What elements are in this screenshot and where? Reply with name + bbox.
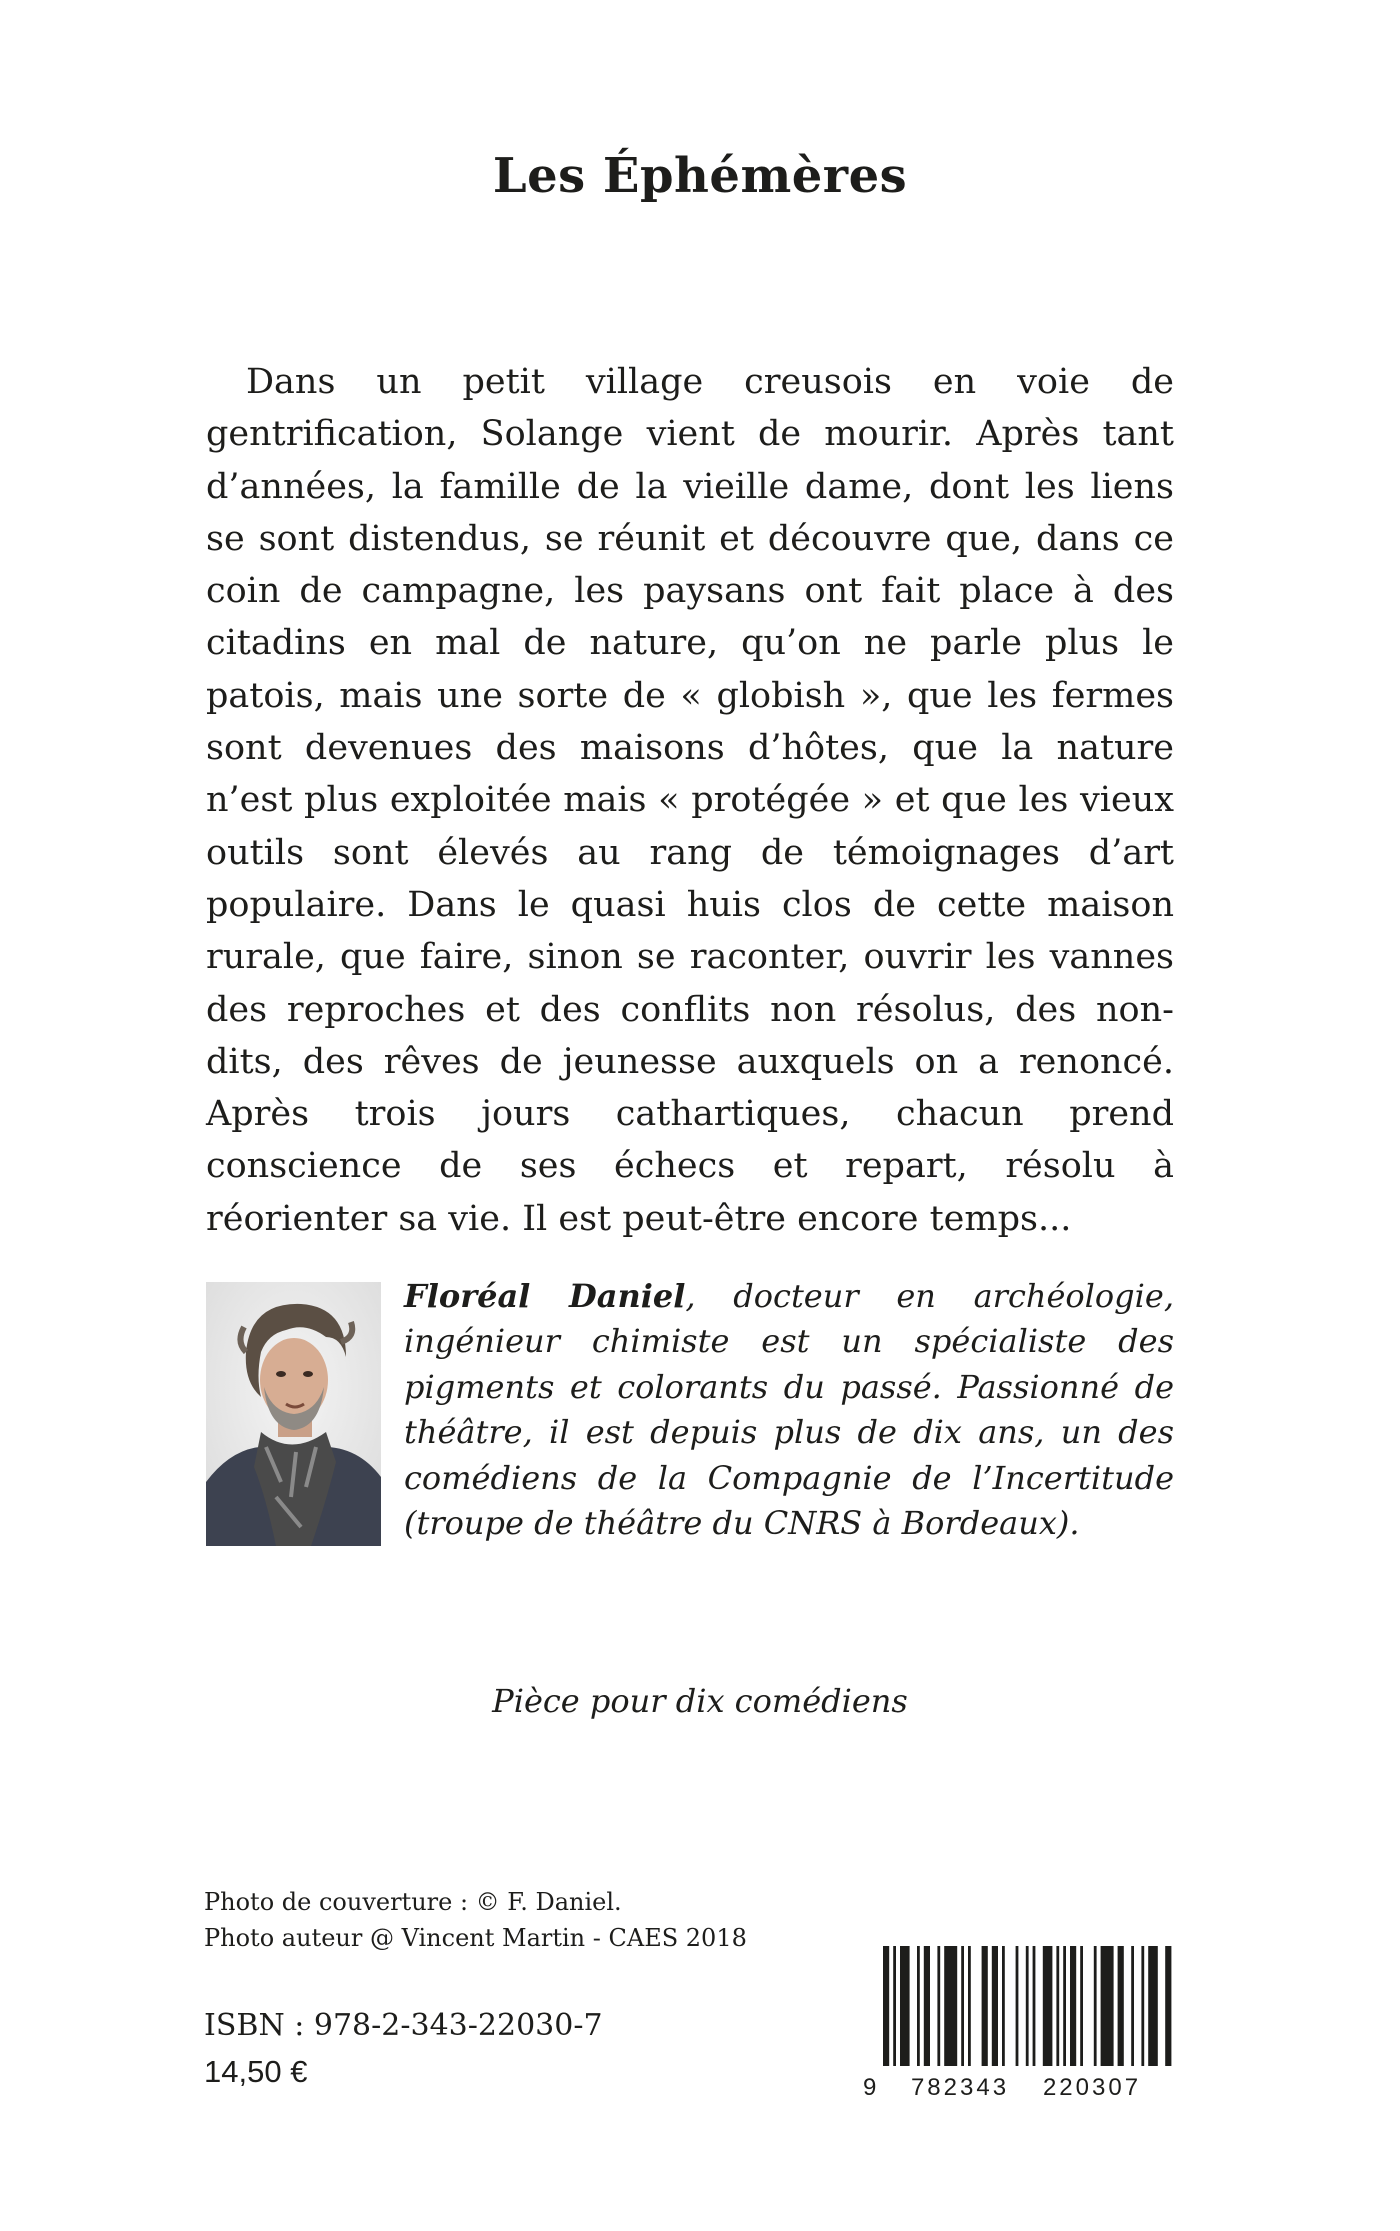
author-bio-text: , docteur en archéologie, ingénieur chimiste est un spécialiste des pigments et colorants du passé. Passionné de théâtre, il est depuis plus de dix ans, un des comédiens de la Compagnie de l’Incertitude (troupe de théâtre du CNRS à Bordeaux). xyxy=(404,1277,1174,1543)
barcode-lead-digit: 9 xyxy=(863,2074,877,2100)
barcode-bar xyxy=(900,1946,910,2066)
barcode-bar xyxy=(1043,1946,1053,2066)
barcode-right-digits: 220307 xyxy=(1042,2074,1142,2100)
barcode-bar xyxy=(1148,1946,1158,2066)
genre-line: Pièce pour dix comédiens xyxy=(492,1682,908,1720)
barcode-bar xyxy=(1056,1946,1059,2066)
barcode-bar xyxy=(1026,1946,1029,2066)
book-title: Les Éphémères xyxy=(492,148,908,204)
barcode-bar xyxy=(893,1946,896,2066)
barcode-bar xyxy=(1016,1946,1019,2066)
price: 14,50 € xyxy=(204,2054,308,2089)
barcode-bar xyxy=(1165,1946,1171,2066)
barcode-bar xyxy=(883,1946,889,2066)
barcode-bar xyxy=(944,1946,957,2066)
synopsis-paragraph: Dans un petit village creusois en voie de gentrification, Solange vient de mourir. Après tant d’années, la famille de la vieille dame, dont les liens se sont distendus, se réunit et découvre que, dans ce coin de campagne, les paysans ont fait place à des citadins en mal de nature, qu’on ne parle plus le patois, mais une sorte de « globish », que les fermes sont devenues des maisons d’hôtes, que la nature n’est plus exploitée mais « protégée » et que les vieux outils sont élevés au rang de témoignages d’art populaire. Dans le quasi huis clos de cette maison rurale, que faire, sinon se raconter, ouvrir les vannes des reproches et des conflits non résolus, des non-dits, des rêves de jeunesse auxquels on a renoncé. Après trois jours cathartiques, chacun prend conscience de ses échecs et repart, résolu à réorienter sa vie. Il est peut-être encore temps... xyxy=(206,362,1174,1239)
barcode-bar xyxy=(1094,1946,1097,2066)
barcode-bar xyxy=(968,1946,971,2066)
barcode-bar xyxy=(1141,1946,1144,2066)
barcode-bar xyxy=(1002,1946,1005,2066)
isbn: ISBN : 978-2-343-22030-7 xyxy=(204,2008,603,2043)
barcode-bar xyxy=(1118,1946,1124,2066)
barcode-bar xyxy=(937,1946,940,2066)
barcode-left-digits: 782343 xyxy=(910,2074,1010,2100)
barcode-bar xyxy=(1070,1946,1076,2066)
barcode-bar xyxy=(1033,1946,1036,2066)
barcode-bar xyxy=(1080,1946,1083,2066)
barcode-bar xyxy=(982,1946,988,2066)
cover-photo-credit: Photo de couverture : © F. Daniel. xyxy=(204,1888,622,1916)
photo-credits xyxy=(204,1884,747,1956)
author-photo-credit: Photo auteur @ Vincent Martin - CAES 2018 xyxy=(204,1924,747,1952)
author-photo xyxy=(206,1282,381,1546)
barcode-bar xyxy=(1101,1946,1114,2066)
barcode-bar xyxy=(1063,1946,1066,2066)
author-portrait-image xyxy=(206,1282,381,1546)
barcode xyxy=(859,1942,1177,2100)
barcode-bar xyxy=(924,1946,930,2066)
barcode-bar xyxy=(1131,1946,1134,2066)
barcode-bar xyxy=(917,1946,920,2066)
author-bio xyxy=(404,1274,1174,1546)
barcode-graphic xyxy=(859,1942,1177,2100)
author-name: Floréal Daniel xyxy=(404,1277,686,1315)
barcode-bar xyxy=(992,1946,998,2066)
barcode-bar xyxy=(961,1946,964,2066)
